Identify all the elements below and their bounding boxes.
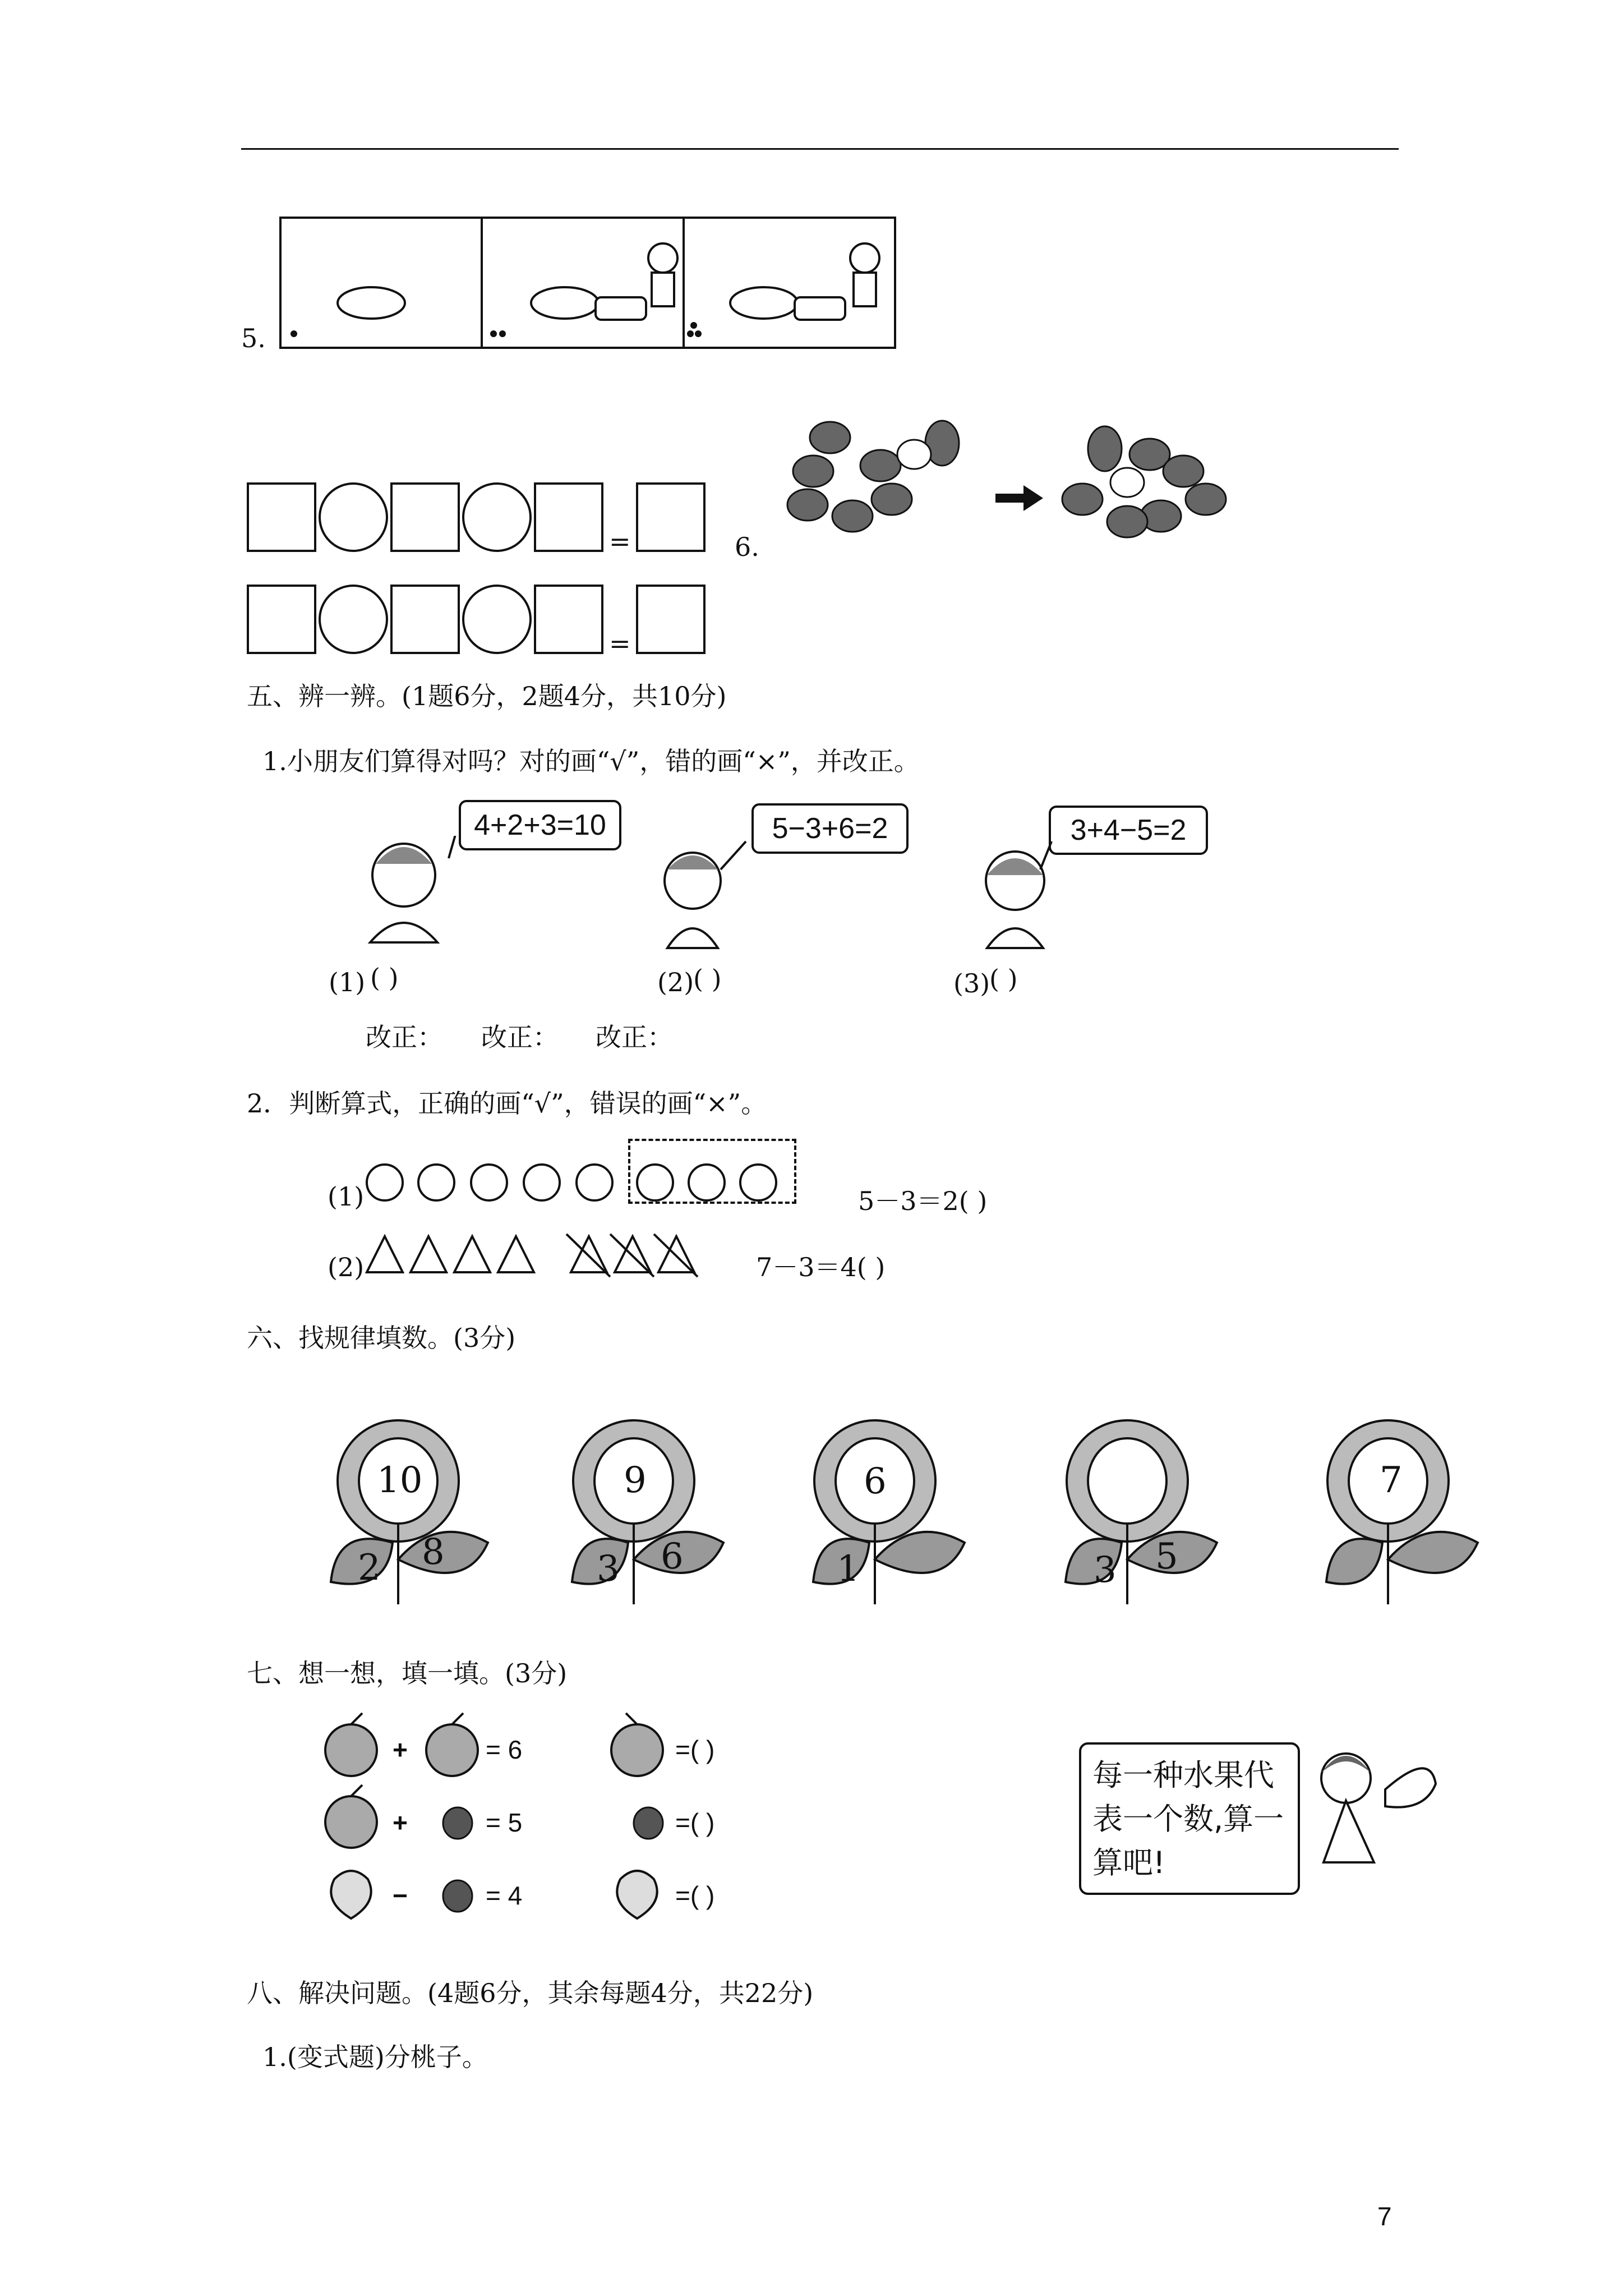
problem-5-picture-strip: [279, 217, 896, 349]
sunflowers-illustration: [325, 1414, 1492, 1616]
equals-sign: =: [609, 526, 631, 556]
header-rule: [241, 148, 1399, 150]
problem-6-number: 6.: [735, 532, 759, 562]
flower-center-number: 7: [1380, 1460, 1403, 1501]
flower-left-leaf-number: 1: [837, 1548, 860, 1590]
operator-text: −: [393, 1881, 408, 1910]
operator-text: +: [393, 1808, 408, 1837]
q1-item-answer[interactable]: ( ): [370, 963, 399, 993]
answer-box[interactable]: [534, 585, 603, 654]
section-5-q1-prompt: 1.小朋友们算得对吗？对的画“√”，错的画“×”，并改正。: [262, 746, 920, 776]
angel-girl-illustration: [1301, 1739, 1441, 1874]
operator-circle[interactable]: [462, 585, 532, 654]
flower-right-leaf-number: 6: [661, 1536, 684, 1577]
operator-text: +: [393, 1735, 408, 1764]
q1-item-answer[interactable]: ( ): [693, 964, 722, 994]
section-5-title: 五、辨一辨。(1题6分，2题4分，共10分): [247, 681, 727, 711]
equation-result: = 5: [486, 1808, 523, 1837]
answer-box[interactable]: [247, 585, 316, 654]
hint-speech-bubble: [1079, 1742, 1300, 1895]
speech-bubble: 3+4−5=2: [1049, 806, 1208, 855]
flower-center-number: 6: [864, 1461, 887, 1502]
answer-box[interactable]: [247, 482, 316, 552]
hint-line: 每一种水果代: [1092, 1757, 1274, 1793]
page-number: 7: [1377, 2202, 1392, 2231]
answer-box[interactable]: [534, 482, 603, 552]
section-8-q1: 1.(变式题)分桃子。: [262, 2042, 488, 2072]
hint-line: 算吧!: [1092, 1845, 1165, 1880]
section-5-q2-prompt: 2．判断算式，正确的画“√”，错误的画“×”。: [247, 1088, 767, 1119]
flower-center-number: 9: [624, 1460, 647, 1501]
speech-bubble: 5−3+6=2: [751, 803, 909, 854]
basket-scene-illustration: [282, 219, 895, 348]
q2-row-label: (1): [328, 1181, 365, 1212]
operator-circle[interactable]: [462, 482, 532, 552]
answer-box[interactable]: [636, 482, 706, 552]
q2-row-equation[interactable]: 7－3＝4( ): [756, 1252, 886, 1282]
q1-item-answer[interactable]: ( ): [989, 964, 1018, 994]
answer-box[interactable]: [390, 482, 460, 552]
problem-5-number: 5.: [241, 323, 266, 353]
flower-center-number: 10: [377, 1460, 423, 1501]
flower-left-leaf-number: 3: [597, 1548, 620, 1590]
equation-result: = 4: [486, 1881, 523, 1910]
operator-circle[interactable]: [319, 482, 388, 552]
flower-left-leaf-number: 3: [1094, 1549, 1117, 1591]
correction-label: 改正：: [366, 1022, 443, 1052]
q2-row-equation[interactable]: 5－3＝2( ): [858, 1186, 988, 1216]
section-6-title: 六、找规律填数。(3分): [247, 1323, 516, 1353]
equation-result: = 6: [486, 1735, 523, 1764]
q2-row-label: (2): [328, 1252, 365, 1282]
flower-right-leaf-number: 8: [422, 1531, 445, 1573]
answer-box[interactable]: [390, 585, 460, 654]
triangles-group-illustration: [363, 1228, 711, 1279]
section-7-title: 七、想一想，填一填。(3分): [247, 1658, 568, 1688]
q1-item-label: (1): [329, 967, 366, 997]
flower-left-leaf-number: 2: [358, 1547, 381, 1589]
flower-right-leaf-number: 5: [1155, 1536, 1178, 1577]
fruit-answer[interactable]: =( ): [675, 1881, 715, 1910]
speech-bubble: 4+2+3=10: [459, 800, 621, 850]
q1-item-label: (3): [953, 968, 990, 999]
section-8-title: 八、解决问题。(4题6分，其余每题4分，共22分): [247, 1978, 814, 2008]
operator-circle[interactable]: [319, 585, 388, 654]
chicks-illustration: [768, 415, 1273, 550]
correction-label: 改正：: [481, 1022, 559, 1052]
dashed-grouping-box: [628, 1139, 796, 1204]
hint-line: 表一个数,算一: [1092, 1801, 1284, 1837]
fruit-answer[interactable]: =( ): [675, 1735, 715, 1764]
equals-sign: =: [609, 628, 631, 659]
answer-box[interactable]: [636, 585, 706, 654]
q1-item-label: (2): [657, 967, 694, 997]
children-illustration: [353, 836, 1116, 965]
fruit-answer[interactable]: =( ): [675, 1808, 715, 1837]
correction-label: 改正：: [596, 1022, 673, 1052]
